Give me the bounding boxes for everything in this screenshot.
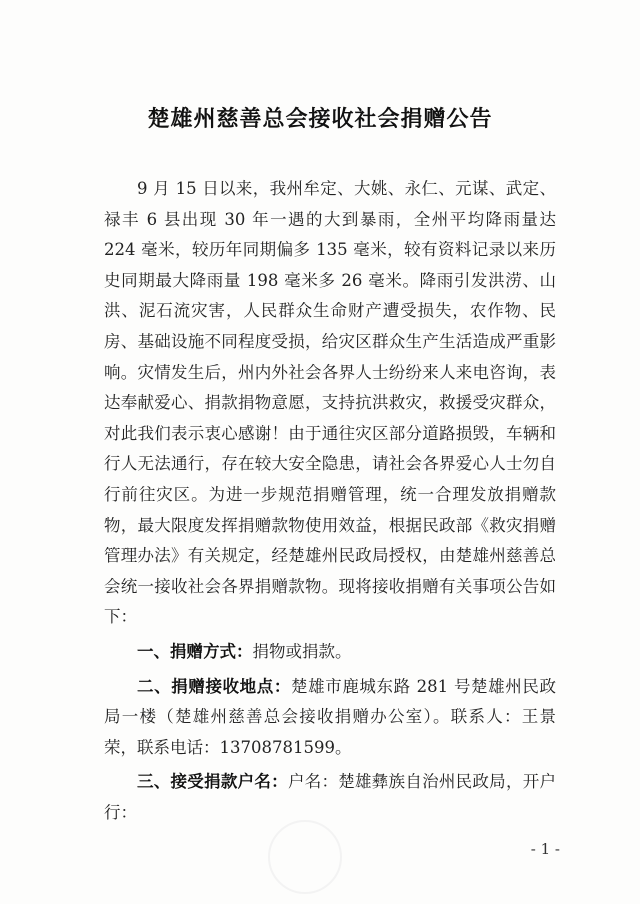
section-account-name [104, 767, 556, 828]
section-text: 户名：楚雄彝族自治州民政局，开户行： [104, 772, 557, 822]
intro-paragraph: 9 月 15 日以来，我州牟定、大姚、永仁、元谋、武定、禄丰 6 县出现 30 年一遇的大到暴雨，全州平均降雨量达 224 毫米，较历年同期偏多 135 毫米，较有资料记录以来历史同期最大降雨量 198 毫米多 26 毫米。降雨引发洪涝、山洪、泥石流灾害，人民群众生命财产遭受损失，农作物、民房、基础设施不同程度受损，给灾区群众生产生活造成严重影响。灾情发生后，州内外社会各界人士纷纷来人来电咨询，表达奉献爱心、捐款捐物意愿，支持抗洪救灾，救援受灾群众，对此我们表示衷心感谢！由于通往灾区部分道路损毁，车辆和行人无法通行，存在较大安全隐患，请社会各界爱心人士勿自行前往灾区。为进一步规范捐赠管理，统一合理发放捐赠款物，最大限度发挥捐赠款物使用效益，根据民政部《救灾捐赠管理办法》有关规定，经楚雄州民政局授权，由楚雄州慈善总会统一接收社会各界捐赠款物。现将接收捐赠有关事项公告如下： [104, 179, 556, 627]
page-number: - 1 - [530, 840, 560, 858]
document-body [104, 174, 556, 828]
section-label: 一、捐赠方式： [137, 641, 253, 661]
section-donation-location [104, 672, 556, 764]
section-text: 捐物或捐款。 [252, 641, 352, 661]
section-text: 楚雄市鹿城东路 281 号楚雄州民政局一楼（楚雄州慈善总会接收捐赠办公室）。联系人：王景荣，联系电话：13708781599。 [104, 676, 556, 757]
section-donation-method [104, 637, 556, 668]
document-title: 楚雄州慈善总会接收社会捐赠公告 [147, 107, 493, 132]
section-label: 二、捐赠接收地点： [137, 676, 291, 696]
section-label: 三、接受捐款户名： [137, 772, 288, 792]
